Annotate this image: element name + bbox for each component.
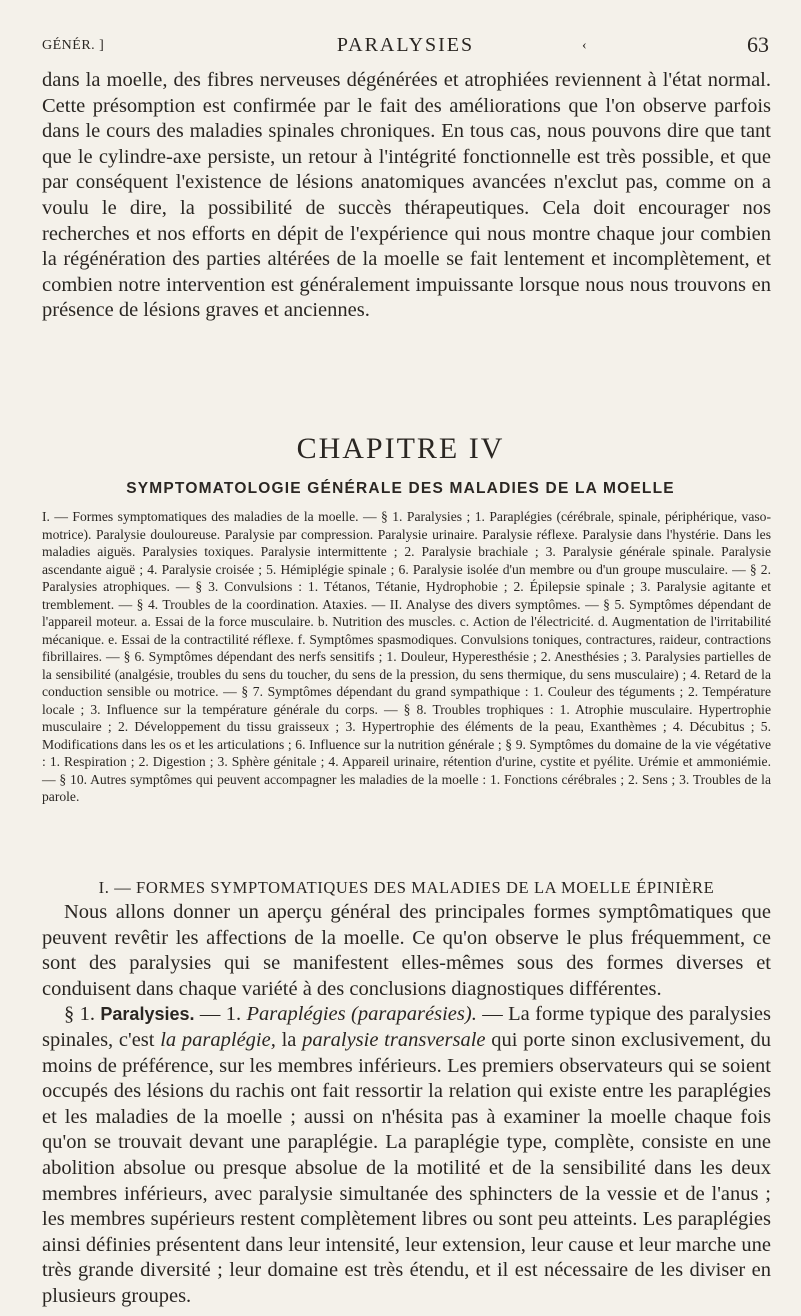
header-title: PARALYSIES [336, 34, 475, 56]
paralysies-heading: Paralysies. [100, 1004, 195, 1025]
p2-part-c: la [275, 1028, 303, 1051]
chapter-summary: I. — Formes symptomatiques des maladies de la moelle. — § 1. Paralysies ; 1. Paraplégies (cérébrale, spinale, périphérique, vaso-motrice). Paralysie douloureuse. Paralysie par compression. Paralysie urinaire. Paralysie réflexe. Paralysie dans l'hystérie. Dans les maladies aiguës. Paralysies toxiques. Paralysie intermittente ; 2. Paralysie brachiale ; 3. Paralysie générale spinale. Paralysie ascendante aiguë ; 4. Paralysie croisée ; 5. Hémiplégie spinale ; 6. Paralysie isolée d'un membre ou d'un groupe musculaire. — § 2. Paralysies atrophiques. — § 3. Convulsions : 1. Tétanos, Tétanie, Hydrophobie ; 2. Épilepsie spinale ; 3. Paralysie agitante et tremblement. — § 4. Troubles de la coordination. Ataxies. — II. Analyse des divers symptômes. — § 5. Symptômes dépendant de l'appareil moteur. a. Essai de la force musculaire. b. Nutrition des muscles. c. Action de l'électricité. d. Augmentation de l'irritabilité mécanique. e. Essai de la contractilité réflexe. f. Symptômes spasmodiques. Convulsions toniques, contractures, raideur, contractions fibrillaires. — § 6. Symptômes dépendant des nerfs sensitifs ; 1. Douleur, Hyperesthésie ; 2. Anesthésies ; 3. Paralysies partielles de la sensibilité (analgésie, troubles du sens du toucher, du sens de la pression, du sens thermique, du sens musculaire) ; 4. Retard de la conduction sensible ou motrice. — § 7. Symptômes dépendant du grand sympathique : 1. Couleur des téguments ; 2. Température locale ; 3. Influence sur la température générale du corps. — § 8. Troubles trophiques : 1. Atrophie musculaire. Hypertrophie musculaire ; 2. Développement du tissu graisseux ; 3. Hypertrophie des éléments de la peau, Exanthèmes ; 4. Décubitus ; 5. Modifications dans les os et les articulations ; 6. Influence sur la nutrition générale ; § 9. Symptômes du domaine de la vie végétative : 1. Respiration ; 2. Digestion ; 3. Sphère génitale ; 4. Appareil urinaire, rétention d'urine, cystite et pyélite. Urémie et ammoniémie. — § 10. Autres symptômes qui peuvent accompagner les maladies de la moelle : 1. Fonctions cérébrales ; 2. Sens ; 3. Troubles de la parole. [42, 509, 771, 804]
body-paragraph-1: Nous allons donner un aperçu général des principales formes symptômatiques que peuvent revêtir les affections de la moelle. Ce qu'on observe le plus fréquemment, ce sont des paralysies qui se manifestent elles-mêmes sous des formes diverses et conduisent dans chaque variété à des conclusions diagnostiques différentes. [42, 901, 771, 1000]
p2-part-a: — 1. [194, 1003, 247, 1026]
intro-paragraph: dans la moelle, des fibres nerveuses dégénérées et atrophiées reviennent à l'état normal. Cette présomption est confirmée par le fait des améliorations que l'on observe parfois dans le cours des maladies spinales chroniques. En tous cas, nous pouvons dire que tant que le cylindre-axe persiste, un retour à l'intégrité fonctionnelle est très possible, et que par conséquent l'existence de lésions anatomiques avancées n'exclut pas, comme on a voulu le dire, la possibilité de succès thérapeutiques. Cela doit encourager nos recherches et nos efforts en dépit de l'expérience qui nous montre chaque jour combien la régénération des parties altérées de la moelle se fait lentement et incomplètement, et combien notre intervention est généralement impuissante lorsque nous nous trouvons en présence de lésions graves et anciennes. [42, 69, 771, 322]
p2-italic-paraplegie: la paraplégie, [160, 1028, 276, 1051]
body-paragraph-2 [42, 1002, 771, 1309]
p2-part-b: — La forme typique des paralysies spinales, c'est [42, 1003, 772, 1051]
chapter-subtitle: SYMPTOMATOLOGIE GÉNÉRALE DES MALADIES DE LA MOELLE [126, 480, 675, 497]
paraplegies-heading: Paraplégies (paraparésies). [246, 1003, 477, 1026]
section-title: I. — FORMES SYMPTOMATIQUES DES MALADIES DE LA MOELLE ÉPINIÈRE [98, 878, 715, 897]
body-text [42, 900, 771, 1310]
header-mark: ‹ [582, 38, 587, 53]
running-header [42, 34, 769, 64]
header-section-label: GÉNÉR. ] [42, 38, 105, 53]
chapter-title: CHAPITRE IV [296, 432, 505, 465]
p2-italic-paralysie: paralysie transversale [302, 1028, 486, 1051]
page-number: 63 [747, 32, 769, 57]
section-sign: § 1. [64, 1003, 96, 1026]
p2-part-d: qui porte sinon exclusivement, du moins de préférence, sur les membres inférieurs. Les premiers observateurs qui se soient occupés des lésions du rachis ont fait ressortir la relation qui existe entre les paraplégies et les maladies de la moelle ; aussi on n'hésita pas à examiner la moelle chaque fois qu'on se trouvait devant une paraplégie. La paraplégie type, complète, consiste en une abolition absolue ou presque absolue de la motilité et de la sensibilité dans les deux membres inférieurs, avec paralysie simultanée des sphincters de la vessie et de l'anus ; les membres supérieurs restent complètement libres ou sont peu atteints. Les paraplégies ainsi définies présentent dans leur intensité, leur extension, leur cause et leur marche une très grande diversité ; leur domaine est très étendu, et il est nécessaire de les diviser en plusieurs groupes. [42, 1028, 772, 1307]
